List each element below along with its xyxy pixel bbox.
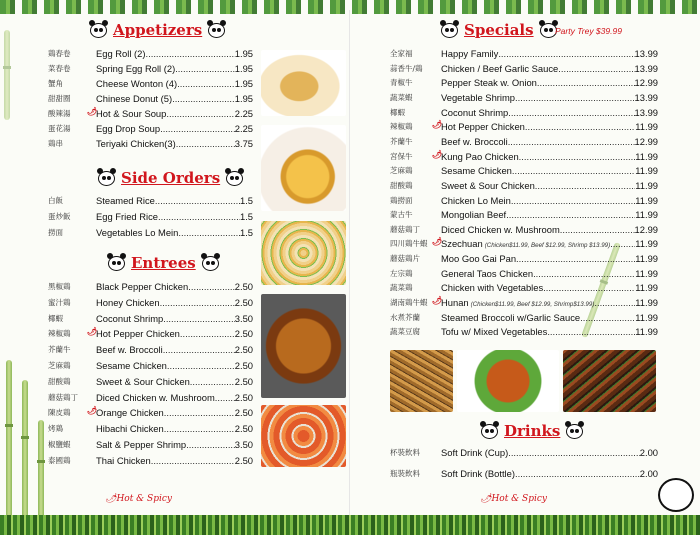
pepper-icon: 🌶 xyxy=(432,296,443,306)
chinese-name: 蛋花湯 xyxy=(48,124,71,133)
chinese-name: 椰蝦 xyxy=(390,107,405,117)
item-price: 11.99 xyxy=(635,121,658,133)
item-price: 11.99 xyxy=(635,209,658,221)
panda-icon xyxy=(90,23,107,38)
leader-dots xyxy=(515,467,640,481)
item-price: 2.25 xyxy=(234,108,253,119)
item-name: Chinese Donut (5) xyxy=(96,93,173,104)
item-name: Beef w. Broccoli xyxy=(96,344,163,356)
entrees-heading: Entrees xyxy=(108,254,219,272)
menu-item-row xyxy=(96,375,253,389)
bamboo-stalk-icon xyxy=(22,380,28,520)
item-price: 3.50 xyxy=(234,439,253,450)
leader-dots xyxy=(519,150,636,164)
item-name: Hot Pepper Chicken xyxy=(96,328,180,340)
menu-item-row xyxy=(441,237,658,251)
chinese-name: 酸辣湯 xyxy=(48,109,71,118)
item-name: Thai Chicken xyxy=(96,454,151,466)
item-name: Steamed Rice xyxy=(96,195,155,206)
leader-dots xyxy=(508,446,640,460)
leader-dots xyxy=(158,210,240,224)
item-name: Cheese Wonton (4) xyxy=(96,78,178,89)
menu-item-row xyxy=(441,467,658,481)
menu-item-row xyxy=(441,208,658,222)
chinese-name: 芝麻鶏 xyxy=(390,166,413,176)
leader-dots xyxy=(547,325,635,339)
item-price: 2.50 xyxy=(234,360,253,371)
item-price: 13.99 xyxy=(634,91,658,103)
chinese-name: 水煮芥蘭 xyxy=(390,312,420,322)
appetizers-heading: Appetizers xyxy=(90,21,225,39)
chinese-name: 椒鹽蝦 xyxy=(48,440,71,449)
item-price: 12.99 xyxy=(634,77,658,89)
chinese-name: 蛋炒飯 xyxy=(48,212,71,221)
item-price: 3.75 xyxy=(234,138,253,149)
menu-item-row xyxy=(96,92,253,106)
item-name: Hot Pepper Chicken xyxy=(441,121,525,133)
specials-heading: Specials xyxy=(441,21,557,39)
menu-item-row xyxy=(441,91,658,105)
egg-drop-soup-photo xyxy=(261,125,346,211)
item-name: Teriyaki Chicken(3) xyxy=(96,138,176,149)
item-price: 1.95 xyxy=(234,48,253,59)
menu-item-row xyxy=(96,422,253,436)
leader-dots xyxy=(164,406,235,420)
leader-dots xyxy=(506,208,635,222)
item-note: (Chicken$11.99, Beef $12.99, Shrimp$13.99) xyxy=(470,301,595,309)
pepper-icon: 🌶 xyxy=(432,237,443,247)
item-name: Vegetable Shrimp xyxy=(441,91,516,103)
panda-icon xyxy=(540,23,557,38)
chinese-name: 黑椒鶏 xyxy=(48,282,71,291)
chinese-name: 鶏串 xyxy=(48,139,63,148)
item-name: Egg Roll (2) xyxy=(96,48,146,59)
panda-icon xyxy=(108,256,125,271)
hot-spicy-legend: 🌶Hot & Spicy xyxy=(480,494,547,504)
item-name: Sesame Chicken xyxy=(441,165,512,177)
panda-mascot-icon xyxy=(658,478,694,512)
leader-dots xyxy=(511,194,635,208)
menu-item-row xyxy=(96,107,253,121)
leader-dots xyxy=(560,223,635,237)
item-price: 2.50 xyxy=(234,423,253,435)
item-name: Soft Drink (Bottle) xyxy=(441,468,515,479)
chinese-name: 鶏撈面 xyxy=(390,195,413,205)
leader-dots xyxy=(508,106,634,120)
panda-icon xyxy=(202,256,219,271)
item-name: Moo Goo Gai Pan xyxy=(441,253,517,265)
item-name: Steamed Broccoli w/Garlic Sauce xyxy=(441,311,581,323)
item-price: 11.99 xyxy=(635,179,658,191)
menu-item-row xyxy=(441,164,658,178)
leader-dots xyxy=(164,422,235,436)
item-price: 1.95 xyxy=(234,93,253,104)
item-price: 2.00 xyxy=(639,447,658,458)
leader-dots xyxy=(190,375,235,389)
kung-pao-photo xyxy=(457,350,559,412)
chinese-name: 芝麻鶏 xyxy=(48,361,71,370)
leader-dots xyxy=(166,107,234,121)
item-name: Spring Egg Roll (2) xyxy=(96,63,176,74)
chinese-name: 蘑菇鶏丁 xyxy=(390,224,420,234)
menu-item-row xyxy=(96,77,253,91)
item-name: Beef w. Broccoli xyxy=(441,135,508,147)
center-fold xyxy=(349,10,350,515)
chinese-name: 杯裝飲料 xyxy=(390,448,420,457)
leader-dots xyxy=(146,47,235,61)
leader-dots xyxy=(151,454,235,468)
chinese-name: 蒙古牛 xyxy=(390,210,413,220)
item-price: 2.50 xyxy=(234,391,253,403)
leader-dots xyxy=(543,281,635,295)
menu-item-row xyxy=(441,446,658,460)
drinks-heading: Drinks xyxy=(481,422,583,440)
item-name: Chicken / Beef Garlic Sauce xyxy=(441,62,559,74)
chinese-name: 辣椒鶏 xyxy=(390,122,413,132)
item-name: Mongolian Beef xyxy=(441,209,507,221)
lo-mein-photo xyxy=(390,350,453,412)
chinese-name: 鶏春卷 xyxy=(48,49,71,58)
menu-item-row xyxy=(441,76,658,90)
leader-dots xyxy=(178,226,240,240)
panda-icon xyxy=(98,171,115,186)
item-price: 13.99 xyxy=(634,48,658,59)
bamboo-stalk-icon xyxy=(4,30,10,120)
item-price: 2.50 xyxy=(234,454,253,466)
menu-item-row xyxy=(96,280,253,294)
item-name: Sweet & Sour Chicken xyxy=(96,375,190,387)
pepper-icon: 🌶 xyxy=(87,107,98,116)
pepper-icon: 🌶 xyxy=(432,149,443,159)
side-orders-heading: Side Orders xyxy=(98,169,243,187)
leader-dots xyxy=(177,77,235,91)
item-name: Soft Drink (Cup) xyxy=(441,447,509,458)
item-name: Orange Chicken xyxy=(96,407,164,419)
leader-dots xyxy=(160,122,235,136)
menu-item-row xyxy=(441,311,658,325)
mongolian-beef-photo xyxy=(563,350,656,412)
chinese-name: 瓶裝飲料 xyxy=(390,469,420,478)
item-price: 11.99 xyxy=(635,253,658,265)
item-price: 2.50 xyxy=(234,344,253,356)
menu-item-row xyxy=(96,391,253,405)
item-price: 2.50 xyxy=(234,296,253,308)
menu-item-row xyxy=(96,438,253,452)
panda-icon xyxy=(481,424,498,439)
leader-dots xyxy=(160,296,235,310)
bamboo-stalk-icon xyxy=(38,420,44,520)
chinese-name: 芥蘭牛 xyxy=(390,136,413,146)
party-tray-price: Party Trey $39.99 xyxy=(555,26,622,36)
item-name: Vegetables Lo Mein xyxy=(96,227,179,238)
leader-dots xyxy=(163,343,235,357)
chinese-name: 菜春卷 xyxy=(48,64,71,73)
fried-rice-photo xyxy=(261,221,346,285)
item-name: Happy Family xyxy=(441,48,499,59)
item-price: 11.99 xyxy=(635,238,658,250)
item-price: 11.99 xyxy=(635,267,658,279)
chinese-name: 蘑菇鶏片 xyxy=(390,254,420,264)
item-name: Diced Chicken w. Mushroom xyxy=(96,391,215,403)
chinese-name: 芥蘭牛 xyxy=(48,345,71,355)
grass-border-decoration xyxy=(0,515,700,535)
item-price: 12.99 xyxy=(634,223,658,235)
leader-dots xyxy=(512,164,635,178)
item-price: 1.95 xyxy=(234,78,253,89)
item-price: 1.95 xyxy=(234,63,253,74)
item-price: 11.99 xyxy=(635,194,658,206)
chinese-name: 蔬菜蝦 xyxy=(390,92,413,102)
leader-dots xyxy=(558,62,634,76)
chinese-name: 蔬菜豆腐 xyxy=(390,327,420,337)
item-name: Egg Fried Rice xyxy=(96,211,159,222)
item-price: 11.99 xyxy=(635,297,658,309)
item-price: 2.50 xyxy=(234,281,253,292)
leader-dots xyxy=(535,179,635,193)
menu-item-row xyxy=(96,194,253,208)
menu-item-row xyxy=(441,281,658,295)
item-name: Egg Drop Soup xyxy=(96,123,161,134)
leader-dots xyxy=(508,135,635,149)
menu-item-row xyxy=(96,226,253,240)
item-name: Coconut Shrimp xyxy=(441,106,509,118)
leader-dots xyxy=(155,194,240,208)
chinese-name: 蔬菜鶏 xyxy=(390,283,413,293)
item-name: Chicken with Vegetables xyxy=(441,282,544,294)
leader-dots xyxy=(515,91,635,105)
panda-icon xyxy=(208,23,225,38)
menu-item-row xyxy=(96,327,253,341)
menu-item-row xyxy=(441,62,658,76)
leader-dots xyxy=(610,237,635,251)
item-name: Pepper Steak w. Onion xyxy=(441,77,537,89)
panda-icon xyxy=(226,171,243,186)
pepper-icon: 🌶 xyxy=(87,327,98,337)
item-price: 1.5 xyxy=(239,195,253,206)
item-price: 11.99 xyxy=(635,282,658,294)
leader-dots xyxy=(525,120,635,134)
item-price: 3.50 xyxy=(234,312,253,324)
item-name: Diced Chicken w. Mushroom xyxy=(441,223,560,235)
leader-dots xyxy=(594,296,635,310)
menu-item-row xyxy=(441,150,658,164)
item-name: Sesame Chicken xyxy=(96,360,167,371)
chinese-name: 撈面 xyxy=(48,228,63,237)
menu-item-row xyxy=(96,359,253,373)
menu-item-row xyxy=(96,312,253,326)
chinese-name: 蘑菇鶏丁 xyxy=(48,392,78,402)
chinese-name: 全家福 xyxy=(390,49,413,58)
menu-item-row xyxy=(441,267,658,281)
leader-dots xyxy=(516,252,635,266)
menu-item-row xyxy=(441,179,658,193)
chinese-name: 椰蝦 xyxy=(48,313,63,323)
item-name: Szechuan xyxy=(441,238,483,250)
leader-dots xyxy=(180,327,235,341)
chinese-name: 左宗鶏 xyxy=(390,268,413,278)
leader-dots xyxy=(537,76,635,90)
chinese-name: 蜜汁鶏 xyxy=(48,297,71,307)
egg-roll-photo xyxy=(261,50,346,116)
menu-item-row xyxy=(96,210,253,224)
bamboo-stalk-icon xyxy=(6,360,12,520)
item-price: 11.99 xyxy=(635,311,658,323)
item-name: Kung Pao Chicken xyxy=(441,150,519,162)
item-price: 11.99 xyxy=(635,326,658,338)
menu-item-row xyxy=(441,252,658,266)
leader-dots xyxy=(163,312,235,326)
chinese-name: 辣椒鶏 xyxy=(48,329,71,339)
menu-item-row xyxy=(441,223,658,237)
menu-item-row xyxy=(96,406,253,420)
chinese-name: 甜酸鶏 xyxy=(48,376,71,386)
chinese-name: 泰國鶏 xyxy=(48,455,71,465)
item-price: 2.50 xyxy=(234,328,253,340)
chinese-name: 宮保牛 xyxy=(390,151,413,161)
item-price: 11.99 xyxy=(635,165,658,177)
menu-item-row xyxy=(441,194,658,208)
leader-dots xyxy=(533,267,635,281)
item-price: 2.50 xyxy=(234,407,253,419)
leader-dots xyxy=(167,359,235,373)
chinese-name: 陳皮鶏 xyxy=(48,408,71,418)
leader-dots xyxy=(188,280,235,294)
item-name: Hot & Sour Soup xyxy=(96,108,167,119)
chinese-name: 甜酸鶏 xyxy=(390,180,413,190)
leader-dots xyxy=(498,47,634,61)
panda-icon xyxy=(566,424,583,439)
menu-item-row xyxy=(96,343,253,357)
chinese-name: 蟹角 xyxy=(48,79,63,88)
item-price: 12.99 xyxy=(634,135,658,147)
pepper-icon: 🌶 xyxy=(432,120,443,130)
item-name: Hibachi Chicken xyxy=(96,423,164,435)
item-name: Sweet & Sour Chicken xyxy=(441,179,535,191)
menu-item-row xyxy=(96,137,253,151)
item-name: Honey Chicken xyxy=(96,296,160,308)
orange-chicken-photo xyxy=(261,294,346,398)
chinese-name: 甜甜圈 xyxy=(48,94,71,103)
panda-icon xyxy=(441,23,458,38)
item-price: 2.00 xyxy=(639,468,658,479)
menu-item-row xyxy=(441,296,658,310)
item-name: Coconut Shrimp xyxy=(96,312,164,324)
item-price: 1.5 xyxy=(239,227,253,238)
item-note: (Chicken$11.99, Beef $12.99, Shrimp $13.99) xyxy=(484,242,611,250)
chinese-name: 青椒牛 xyxy=(390,78,413,88)
menu-item-row xyxy=(441,120,658,134)
menu-item-row xyxy=(441,106,658,120)
chinese-name: 四川鶏牛蝦 xyxy=(390,239,428,249)
menu-item-row xyxy=(96,62,253,76)
menu-item-row xyxy=(441,47,658,61)
leader-dots xyxy=(172,92,235,106)
item-price: 2.25 xyxy=(234,123,253,134)
hot-spicy-legend: 🌶Hot & Spicy xyxy=(105,494,172,504)
shrimp-photo xyxy=(261,405,346,467)
item-price: 13.99 xyxy=(634,62,658,74)
item-name: Hunan xyxy=(441,297,469,309)
chinese-name: 蒜香牛/鶏 xyxy=(390,63,423,73)
menu-item-row xyxy=(441,135,658,149)
leader-dots xyxy=(176,137,235,151)
item-name: General Taos Chicken xyxy=(441,267,534,279)
top-leaves-decoration xyxy=(0,0,700,14)
item-price: 1.5 xyxy=(239,211,253,222)
pepper-icon: 🌶 xyxy=(87,406,98,416)
item-name: Tofu w/ Mixed Vegetables xyxy=(441,326,548,338)
leader-dots xyxy=(215,391,235,405)
menu-item-row xyxy=(96,296,253,310)
leader-dots xyxy=(186,438,235,452)
menu-item-row xyxy=(96,454,253,468)
leader-dots xyxy=(580,311,635,325)
menu-item-row xyxy=(441,325,658,339)
item-price: 11.99 xyxy=(635,150,658,162)
leader-dots xyxy=(175,62,235,76)
menu-item-row xyxy=(96,47,253,61)
menu-item-row xyxy=(96,122,253,136)
item-price: 13.99 xyxy=(634,106,658,118)
item-name: Salt & Pepper Shrimp xyxy=(96,439,187,450)
item-name: Chicken Lo Mein xyxy=(441,194,511,206)
item-price: 2.50 xyxy=(234,375,253,387)
chinese-name: 烤鶏 xyxy=(48,424,63,434)
chinese-name: 湖南鶏牛蝦 xyxy=(390,298,428,308)
item-name: Black Pepper Chicken xyxy=(96,281,189,292)
chinese-name: 白飯 xyxy=(48,196,63,205)
